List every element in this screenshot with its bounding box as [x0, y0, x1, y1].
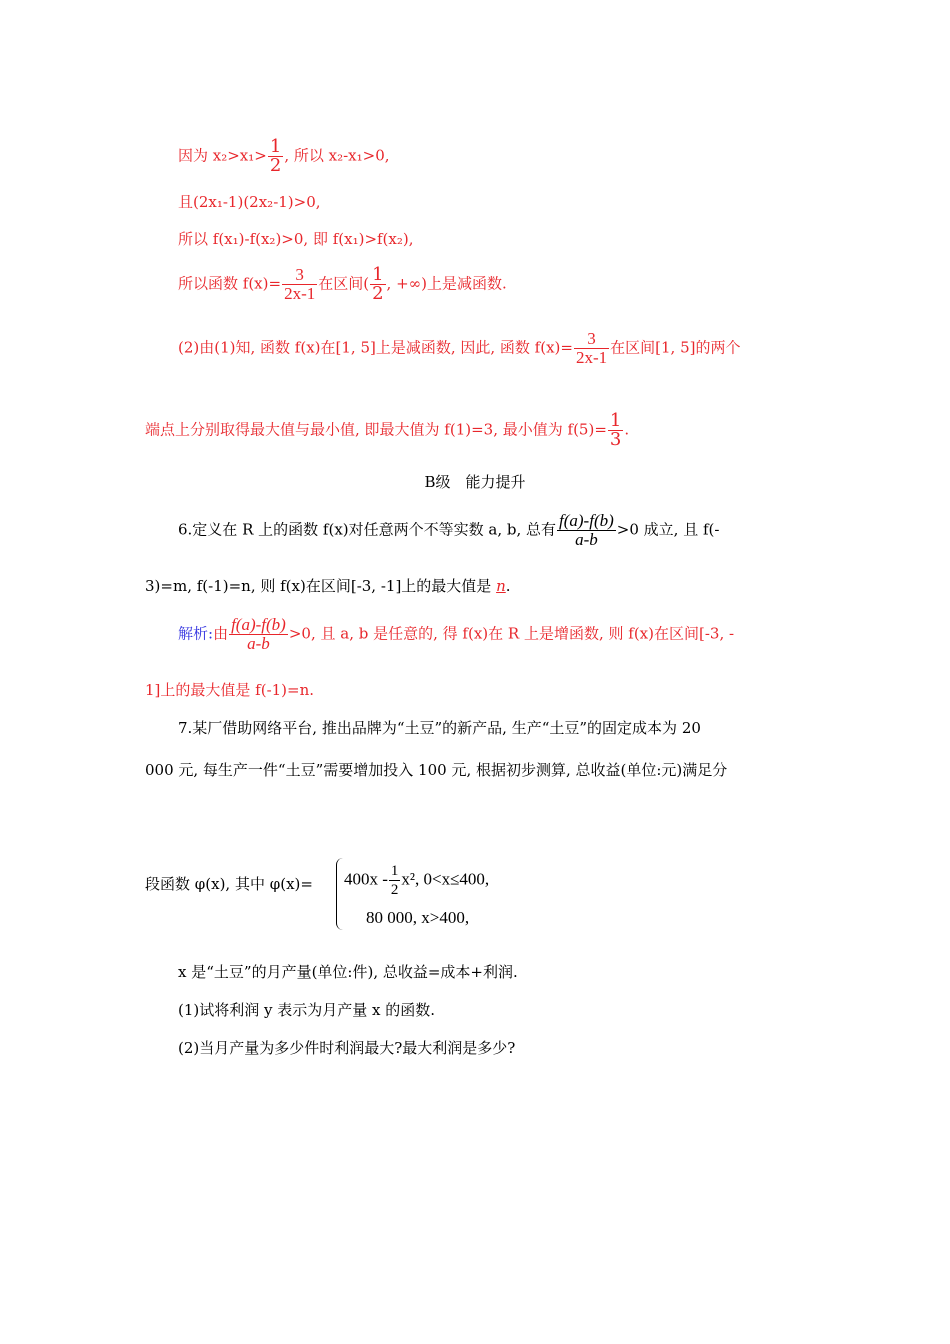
q7-sub-1: (1)试将利润 y 表示为月产量 x 的函数. [178, 1001, 436, 1019]
frac-numerator: 1 [372, 264, 384, 285]
q7-line-3: 段函数 φ(x), 其中 φ(x)= [145, 875, 313, 893]
frac-denominator: a-b [575, 530, 598, 549]
fraction [557, 512, 616, 549]
q6-line-2 [145, 576, 511, 596]
answer-blank: n [496, 577, 506, 595]
fraction [268, 138, 283, 175]
frac-numerator: 1 [609, 410, 622, 431]
frac-denominator: 2 [390, 882, 399, 898]
frac-numerator: 3 [282, 266, 317, 285]
frac-denominator: 2 [372, 283, 384, 304]
text: 在区间[1, 5]的两个 [610, 338, 741, 357]
text: x², 0<x≤400, [401, 869, 490, 889]
frac-denominator: 2x-1 [284, 284, 316, 303]
piecewise-case-1 [344, 862, 489, 899]
fraction [370, 266, 385, 303]
solution-line-4 [178, 266, 507, 303]
q6-line-1 [178, 512, 719, 549]
frac-denominator: 3 [609, 429, 622, 450]
text: >0 成立, 且 f(- [616, 520, 720, 539]
text: 6.定义在 R 上的函数 f(x)对任意两个不等实数 a, b, 总有 [178, 520, 557, 539]
text: . [624, 420, 630, 439]
fraction [608, 412, 623, 449]
frac-numerator: f(a)-f(b) [559, 511, 614, 530]
solution-line-2: 且(2x₁-1)(2x₂-1)>0, [178, 193, 321, 211]
text: (2)由(1)知, 函数 f(x)在[1, 5]上是减函数, 因此, 函数 f(x)= [178, 338, 573, 357]
text: 由 [213, 624, 229, 643]
text: , +∞)上是减函数. [386, 274, 507, 293]
frac-denominator: 2x-1 [575, 348, 608, 367]
text: 3)=m, f(-1)=n, 则 f(x)在区间[-3, -1]上的最大值是 [145, 577, 497, 595]
piecewise-case-2: 80 000, x>400, [366, 908, 470, 927]
frac-numerator: 3 [574, 330, 609, 349]
frac-numerator: 1 [269, 136, 282, 157]
q7-line-4: x 是“土豆”的月产量(单位:件), 总收益=成本+利润. [178, 963, 518, 981]
text: 因为 x₂>x₁> [178, 146, 267, 165]
text: 400x - [344, 869, 388, 889]
solution2-line-1 [178, 330, 740, 367]
section-heading: B级 能力提升 [424, 473, 526, 491]
frac-denominator: 2 [269, 155, 282, 176]
q7-line-1: 7.某厂借助网络平台, 推出品牌为“土豆”的新产品, 生产“土豆”的固定成本为 20 [178, 719, 701, 737]
text: . [505, 577, 511, 595]
q6-analysis-line-2: 1]上的最大值是 f(-1)=n. [145, 681, 315, 699]
fraction [282, 266, 317, 303]
solution-line-1 [178, 138, 390, 175]
text: 端点上分别取得最大值与最小值, 即最大值为 f(1)=3, 最小值为 f(5)= [145, 420, 607, 439]
piecewise-brace [336, 858, 343, 930]
text: 在区间( [318, 274, 370, 293]
q7-line-2: 000 元, 每生产一件“土豆”需要增加投入 100 元, 根据初步测算, 总收益(单位:元)满足分 [145, 761, 728, 779]
solution2-line-2 [145, 412, 629, 449]
analysis-label: 解析: [178, 624, 214, 643]
frac-denominator: a-b [247, 634, 270, 653]
q6-analysis-line-1 [178, 616, 734, 653]
fraction [229, 616, 288, 653]
text: >0, 且 a, b 是任意的, 得 f(x)在 R 上是增函数, 则 f(x)在区间[-3, - [288, 624, 735, 643]
frac-numerator: f(a)-f(b) [231, 615, 286, 634]
fraction [389, 862, 401, 899]
text: 所以函数 f(x)= [178, 274, 282, 293]
text: , 所以 x₂-x₁>0, [284, 146, 390, 165]
q7-sub-2: (2)当月产量为多少件时利润最大?最大利润是多少? [178, 1039, 516, 1057]
frac-numerator: 1 [390, 863, 399, 879]
fraction [574, 330, 609, 367]
solution-line-3: 所以 f(x₁)-f(x₂)>0, 即 f(x₁)>f(x₂), [178, 230, 414, 248]
